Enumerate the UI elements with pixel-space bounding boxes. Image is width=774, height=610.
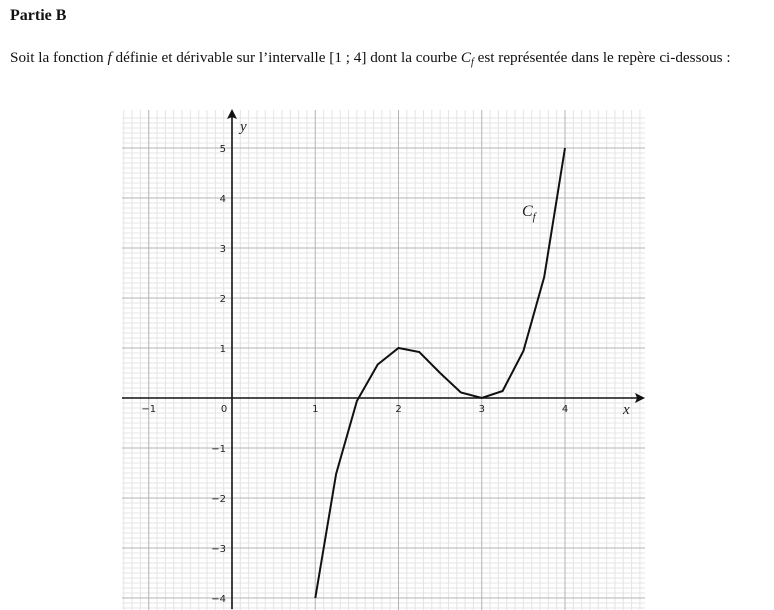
- curve-label: [522, 203, 538, 223]
- x-tick-label: 1: [312, 404, 319, 415]
- y-tick-label: 1: [219, 344, 226, 355]
- intro-text: Soit la fonction f définie et dérivable sur l’intervalle [1 ; 4] dont la courbe $C_f$ est représentée dans le repère ci-dessous :: [10, 49, 731, 68]
- y-tick-label: −4: [211, 594, 226, 605]
- y-tick-label: 3: [219, 244, 226, 255]
- y-tick-label: −3: [211, 544, 226, 555]
- y-tick-label: 5: [219, 144, 226, 155]
- x-tick-label: 2: [395, 404, 402, 415]
- y-tick-label: −2: [211, 494, 226, 505]
- x-tick-label: −1: [141, 404, 157, 415]
- y-axis-label: y: [240, 119, 247, 135]
- y-tick-label: 4: [219, 194, 226, 205]
- section-title: Partie B: [10, 7, 67, 24]
- curve-label-base: C: [522, 203, 533, 220]
- y-tick-label: −1: [211, 444, 226, 455]
- x-tick-label: 4: [561, 404, 569, 415]
- y-tick-label: 2: [219, 294, 226, 305]
- origin-label: 0: [220, 404, 228, 415]
- x-axis-label: x: [623, 402, 630, 418]
- curve-label-sub: f: [532, 211, 536, 223]
- x-tick-label: 3: [478, 404, 485, 415]
